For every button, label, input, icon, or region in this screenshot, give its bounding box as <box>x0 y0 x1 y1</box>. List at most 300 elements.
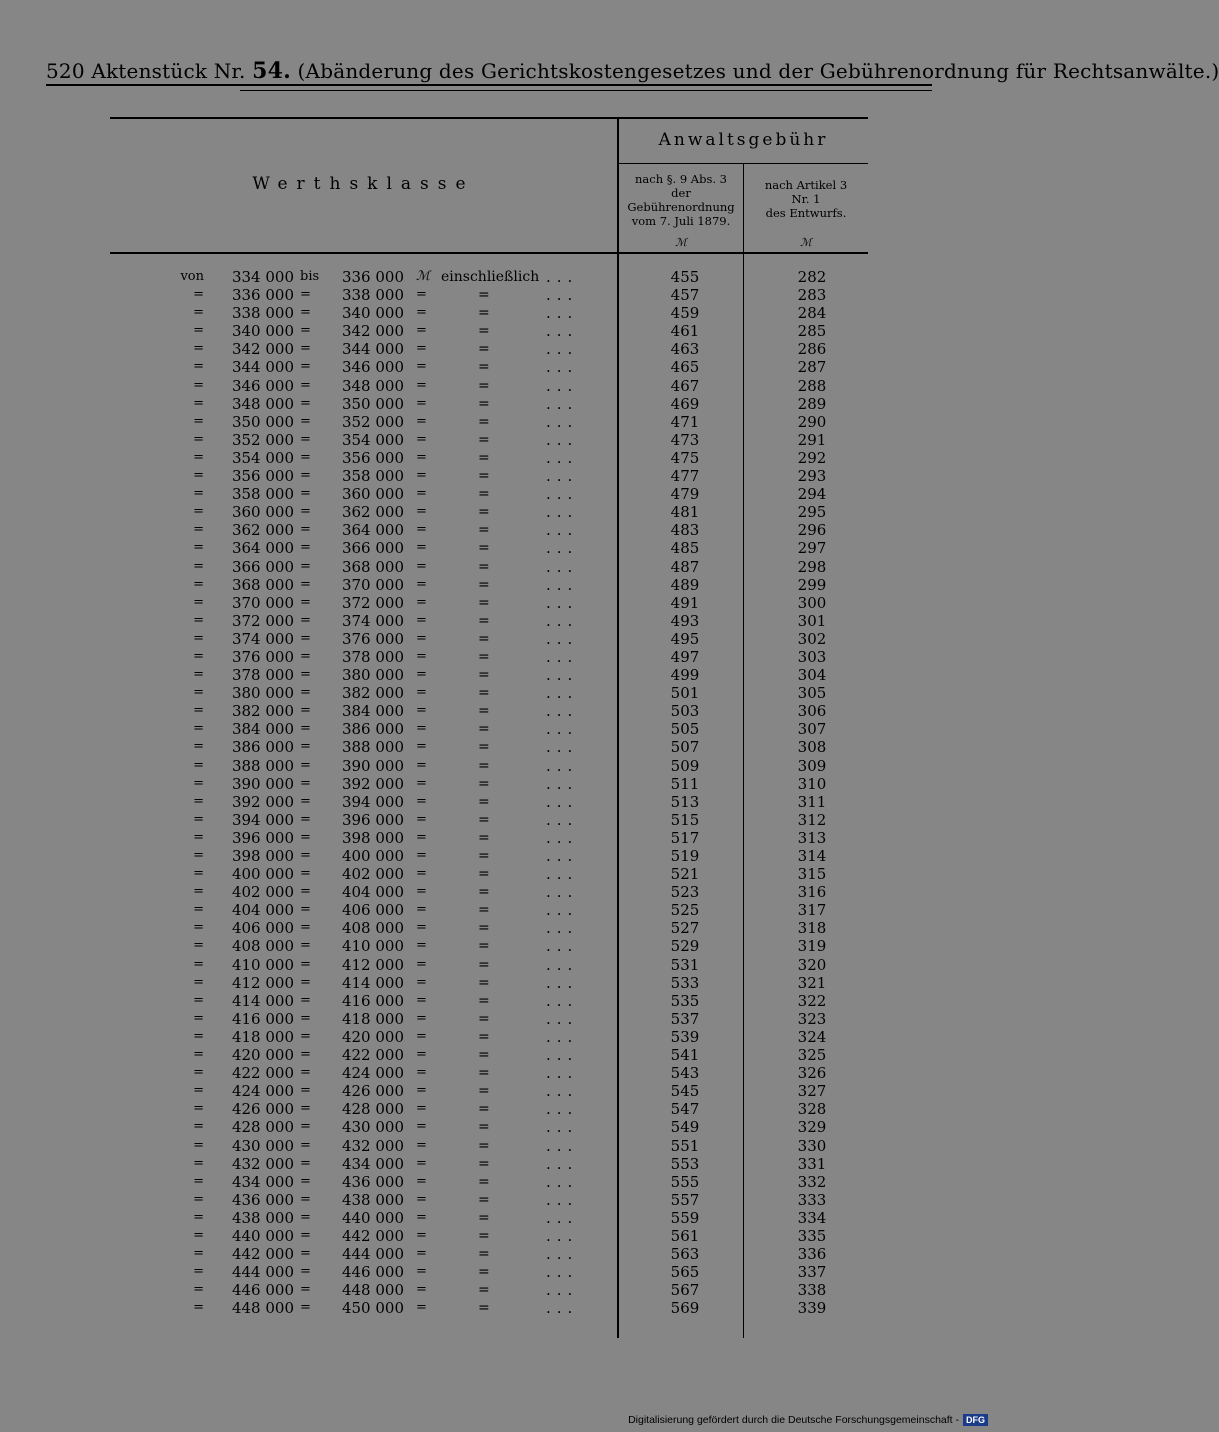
value-to: 450 000 <box>341 1299 404 1318</box>
value-to: 406 000 <box>341 901 404 920</box>
row-einschliesslich: = <box>478 829 490 846</box>
row-einschliesslich: = <box>478 1173 490 1190</box>
table-row <box>0 576 1000 594</box>
table-row <box>0 793 1000 811</box>
row-leader-dots: ... <box>546 1226 579 1245</box>
fee-current: 533 <box>670 973 700 992</box>
fee-current: 479 <box>670 485 700 504</box>
table-row <box>0 1209 1000 1227</box>
row-mark: = <box>416 522 427 538</box>
row-mark: = <box>416 359 427 375</box>
row-leader-dots: ... <box>546 1281 579 1300</box>
value-to: 404 000 <box>341 883 404 902</box>
fee-draft: 320 <box>797 955 827 974</box>
table-row <box>0 1137 1000 1155</box>
row-bis: = <box>300 594 311 610</box>
row-leader-dots: ... <box>546 666 579 685</box>
table-row <box>0 630 1000 648</box>
doc-number: 54. <box>252 58 291 84</box>
row-bis: = <box>300 1137 311 1153</box>
table-row <box>0 702 1000 720</box>
column-b-heading-line: des Entwurfs. <box>765 206 847 220</box>
fee-draft: 298 <box>797 557 827 576</box>
fee-current: 561 <box>670 1226 700 1245</box>
table-row <box>0 594 1000 612</box>
fee-current: 511 <box>670 774 700 793</box>
row-prefix: = <box>193 648 204 664</box>
row-mark: = <box>416 974 427 990</box>
fee-draft: 332 <box>797 1172 827 1191</box>
row-bis: = <box>300 449 311 465</box>
fee-draft: 334 <box>797 1208 827 1227</box>
row-bis: = <box>300 1191 311 1207</box>
row-leader-dots: ... <box>546 611 579 630</box>
fee-current: 455 <box>670 268 700 286</box>
row-mark: = <box>416 594 427 610</box>
fee-draft: 316 <box>797 883 827 902</box>
row-mark: = <box>416 612 427 628</box>
table-row <box>0 956 1000 974</box>
table-row <box>0 1245 1000 1263</box>
fee-draft: 318 <box>797 919 827 938</box>
fee-current: 477 <box>670 467 700 486</box>
fee-draft: 299 <box>797 575 827 594</box>
table-row <box>0 539 1000 557</box>
fee-draft: 311 <box>797 792 827 811</box>
fee-draft: 304 <box>797 666 827 685</box>
value-from: 448 000 <box>231 1299 294 1318</box>
fee-current: 485 <box>670 539 700 558</box>
row-einschliesslich: = <box>478 703 490 720</box>
fee-draft: 287 <box>797 358 827 377</box>
fee-current: 489 <box>670 575 700 594</box>
value-from: 376 000 <box>231 647 294 666</box>
fee-current: 541 <box>670 1046 700 1065</box>
fee-current: 491 <box>670 593 700 612</box>
row-leader-dots: ... <box>546 847 579 865</box>
row-bis: = <box>300 1173 311 1189</box>
fee-draft: 300 <box>797 593 827 612</box>
value-from: 366 000 <box>231 557 294 576</box>
row-prefix: = <box>193 884 204 900</box>
value-to: 444 000 <box>341 1245 404 1264</box>
row-mark: = <box>416 323 427 339</box>
fee-draft: 327 <box>797 1082 827 1101</box>
fee-draft: 293 <box>797 467 827 486</box>
row-mark: = <box>416 811 427 827</box>
row-bis: = <box>300 1246 311 1262</box>
value-to: 368 000 <box>341 557 404 576</box>
row-prefix: = <box>193 757 204 773</box>
fee-draft: 302 <box>797 629 827 648</box>
value-to: 412 000 <box>341 955 404 974</box>
row-mark: = <box>416 1209 427 1225</box>
row-einschliesslich: = <box>478 341 490 358</box>
row-mark: = <box>416 1191 427 1207</box>
row-mark: = <box>416 667 427 683</box>
table-row <box>0 1227 1000 1245</box>
fee-draft: 317 <box>797 901 827 920</box>
row-leader-dots: ... <box>546 1100 579 1119</box>
value-to: 380 000 <box>341 666 404 685</box>
table-row <box>0 286 1000 304</box>
table-row <box>0 1155 1000 1173</box>
value-to: 366 000 <box>341 539 404 558</box>
row-einschliesslich: = <box>478 992 490 1009</box>
fee-current: 461 <box>670 322 700 341</box>
fee-current: 525 <box>670 901 700 920</box>
fee-current: 483 <box>670 521 700 540</box>
fee-current: 505 <box>670 720 700 739</box>
dfg-logo: DFG <box>963 1414 988 1426</box>
row-mark: ℳ <box>416 269 430 284</box>
fee-draft: 297 <box>797 539 827 558</box>
row-mark: = <box>416 1155 427 1171</box>
table-row <box>0 1082 1000 1100</box>
row-prefix: = <box>193 721 204 737</box>
value-from: 432 000 <box>231 1154 294 1173</box>
value-to: 354 000 <box>341 430 404 449</box>
value-to: 378 000 <box>341 647 404 666</box>
row-einschliesslich: = <box>478 630 490 647</box>
fee-draft: 286 <box>797 340 827 359</box>
row-prefix: = <box>193 667 204 683</box>
row-prefix: = <box>193 992 204 1008</box>
fee-draft: 290 <box>797 412 827 431</box>
row-prefix: = <box>193 1209 204 1225</box>
row-prefix: = <box>193 1173 204 1189</box>
value-from: 358 000 <box>231 485 294 504</box>
row-einschliesslich: einschließlich <box>441 269 540 285</box>
row-einschliesslich: = <box>478 685 490 702</box>
row-einschliesslich: = <box>478 522 490 539</box>
table-row <box>0 901 1000 919</box>
row-bis: = <box>300 1065 311 1081</box>
value-from: 404 000 <box>231 901 294 920</box>
row-mark: = <box>416 829 427 845</box>
fee-draft: 312 <box>797 810 827 829</box>
fee-current: 471 <box>670 412 700 431</box>
value-from: 420 000 <box>231 1046 294 1065</box>
fee-current: 553 <box>670 1154 700 1173</box>
row-bis: = <box>300 685 311 701</box>
row-mark: = <box>416 938 427 954</box>
row-mark: = <box>416 1065 427 1081</box>
row-einschliesslich: = <box>478 1047 490 1064</box>
value-from: 412 000 <box>231 973 294 992</box>
row-bis: = <box>300 612 311 628</box>
value-from: 444 000 <box>231 1263 294 1282</box>
table-row <box>0 1100 1000 1118</box>
row-prefix: = <box>193 395 204 411</box>
row-mark: = <box>416 739 427 755</box>
row-mark: = <box>416 395 427 411</box>
fee-current: 503 <box>670 702 700 721</box>
row-mark: = <box>416 1010 427 1026</box>
row-prefix: = <box>193 1300 204 1316</box>
row-leader-dots: ... <box>546 394 579 413</box>
row-leader-dots: ... <box>546 358 579 377</box>
fee-draft: 336 <box>797 1245 827 1264</box>
value-to: 376 000 <box>341 629 404 648</box>
row-leader-dots: ... <box>546 268 579 286</box>
fee-draft: 328 <box>797 1100 827 1119</box>
row-leader-dots: ... <box>546 340 579 359</box>
row-leader-dots: ... <box>546 883 579 902</box>
row-leader-dots: ... <box>546 1136 579 1155</box>
row-einschliesslich: = <box>478 757 490 774</box>
value-to: 372 000 <box>341 593 404 612</box>
row-mark: = <box>416 1137 427 1153</box>
value-from: 424 000 <box>231 1082 294 1101</box>
row-einschliesslich: = <box>478 866 490 883</box>
row-mark: = <box>416 884 427 900</box>
row-leader-dots: ... <box>546 792 579 811</box>
row-einschliesslich: = <box>478 449 490 466</box>
row-einschliesslich: = <box>478 848 490 864</box>
row-bis: = <box>300 1227 311 1243</box>
value-to: 358 000 <box>341 467 404 486</box>
value-from: 394 000 <box>231 810 294 829</box>
row-bis: = <box>300 920 311 936</box>
table-row <box>0 413 1000 431</box>
row-einschliesslich: = <box>478 884 490 901</box>
value-from: 430 000 <box>231 1136 294 1155</box>
value-to: 434 000 <box>341 1154 404 1173</box>
fee-current: 527 <box>670 919 700 938</box>
value-to: 370 000 <box>341 575 404 594</box>
fee-current: 567 <box>670 1281 700 1300</box>
header-rule-thin <box>240 90 932 91</box>
row-bis: = <box>300 341 311 357</box>
fee-draft: 310 <box>797 774 827 793</box>
row-bis: = <box>300 377 311 393</box>
row-prefix: = <box>193 504 204 520</box>
fee-current: 515 <box>670 810 700 829</box>
row-leader-dots: ... <box>546 503 579 522</box>
value-from: 374 000 <box>231 629 294 648</box>
table-row <box>0 648 1000 666</box>
fee-draft: 329 <box>797 1118 827 1137</box>
row-prefix: = <box>193 1028 204 1044</box>
row-bis: = <box>300 1101 311 1117</box>
row-bis: = <box>300 1047 311 1063</box>
row-prefix: = <box>193 413 204 429</box>
value-to: 348 000 <box>341 376 404 395</box>
fee-current: 565 <box>670 1263 700 1282</box>
row-einschliesslich: = <box>478 1028 490 1045</box>
row-prefix: = <box>193 594 204 610</box>
fee-current: 467 <box>670 376 700 395</box>
fee-current: 555 <box>670 1172 700 1191</box>
value-to: 336 000 <box>341 268 404 286</box>
value-from: 350 000 <box>231 412 294 431</box>
row-einschliesslich: = <box>478 1083 490 1100</box>
row-prefix: = <box>193 1119 204 1135</box>
row-leader-dots: ... <box>546 376 579 395</box>
row-leader-dots: ... <box>546 647 579 666</box>
row-bis: = <box>300 630 311 646</box>
fee-current: 463 <box>670 340 700 359</box>
row-einschliesslich: = <box>478 974 490 991</box>
value-to: 408 000 <box>341 919 404 938</box>
row-bis: = <box>300 866 311 882</box>
fee-draft: 282 <box>797 268 827 286</box>
fee-current: 465 <box>670 358 700 377</box>
fee-draft: 325 <box>797 1046 827 1065</box>
value-to: 362 000 <box>341 503 404 522</box>
subheader-rule <box>619 163 868 164</box>
row-einschliesslich: = <box>478 1209 490 1226</box>
row-prefix: = <box>193 341 204 357</box>
table-row <box>0 521 1000 539</box>
table-row <box>0 684 1000 702</box>
row-mark: = <box>416 775 427 791</box>
table-row <box>0 322 1000 340</box>
row-mark: = <box>416 504 427 520</box>
row-leader-dots: ... <box>546 865 579 884</box>
row-leader-dots: ... <box>546 1299 579 1318</box>
footer-text: Digitalisierung gefördert durch die Deutsche Forschungsgemeinschaft - <box>628 1414 959 1426</box>
fee-current: 473 <box>670 430 700 449</box>
row-mark: = <box>416 287 427 303</box>
row-prefix: = <box>193 558 204 574</box>
value-from: 340 000 <box>231 322 294 341</box>
row-mark: = <box>416 486 427 502</box>
row-leader-dots: ... <box>546 1118 579 1137</box>
row-leader-dots: ... <box>546 304 579 323</box>
row-mark: = <box>416 431 427 447</box>
fee-current: 557 <box>670 1190 700 1209</box>
value-to: 422 000 <box>341 1046 404 1065</box>
value-to: 400 000 <box>341 847 404 865</box>
table-row <box>0 1299 1000 1317</box>
row-bis: = <box>300 413 311 429</box>
row-mark: = <box>416 1119 427 1135</box>
row-leader-dots: ... <box>546 1245 579 1264</box>
value-to: 418 000 <box>341 1009 404 1028</box>
row-einschliesslich: = <box>478 648 490 665</box>
fee-draft: 313 <box>797 828 827 847</box>
row-prefix: = <box>193 1191 204 1207</box>
fee-current: 481 <box>670 503 700 522</box>
value-to: 342 000 <box>341 322 404 341</box>
table-row <box>0 919 1000 937</box>
fee-draft: 308 <box>797 738 827 757</box>
table-row <box>0 666 1000 684</box>
fee-current: 519 <box>670 847 700 865</box>
row-mark: = <box>416 1083 427 1099</box>
row-prefix: = <box>193 323 204 339</box>
value-to: 432 000 <box>341 1136 404 1155</box>
value-to: 428 000 <box>341 1100 404 1119</box>
row-leader-dots: ... <box>546 684 579 703</box>
fee-draft: 333 <box>797 1190 827 1209</box>
row-einschliesslich: = <box>478 1246 490 1263</box>
row-prefix: = <box>193 1010 204 1026</box>
row-bis: = <box>300 323 311 339</box>
value-to: 448 000 <box>341 1281 404 1300</box>
row-prefix: = <box>193 1137 204 1153</box>
row-prefix: = <box>193 1227 204 1243</box>
row-prefix: = <box>193 1047 204 1063</box>
value-to: 382 000 <box>341 684 404 703</box>
value-to: 394 000 <box>341 792 404 811</box>
value-from: 342 000 <box>231 340 294 359</box>
table-row <box>0 1173 1000 1191</box>
value-from: 438 000 <box>231 1208 294 1227</box>
row-bis: = <box>300 359 311 375</box>
row-einschliesslich: = <box>478 1300 490 1317</box>
table-row <box>0 1064 1000 1082</box>
row-mark: = <box>416 956 427 972</box>
row-leader-dots: ... <box>546 1190 579 1209</box>
fee-draft: 319 <box>797 937 827 956</box>
value-from: 352 000 <box>231 430 294 449</box>
fee-draft: 323 <box>797 1009 827 1028</box>
row-prefix: = <box>193 775 204 791</box>
table-row <box>0 937 1000 955</box>
column-b-unit: ℳ <box>800 236 812 249</box>
value-from: 336 000 <box>231 286 294 305</box>
value-to: 442 000 <box>341 1226 404 1245</box>
row-leader-dots: ... <box>546 1082 579 1101</box>
fee-current: 551 <box>670 1136 700 1155</box>
row-mark: = <box>416 1047 427 1063</box>
row-leader-dots: ... <box>546 539 579 558</box>
fee-current: 475 <box>670 448 700 467</box>
fee-table-body <box>0 268 1000 1317</box>
row-einschliesslich: = <box>478 1101 490 1118</box>
row-bis: = <box>300 884 311 900</box>
fee-current: 507 <box>670 738 700 757</box>
table-row <box>0 829 1000 847</box>
table-row <box>0 358 1000 376</box>
value-from: 396 000 <box>231 828 294 847</box>
row-mark: = <box>416 1101 427 1117</box>
row-prefix: = <box>193 1282 204 1298</box>
value-from: 378 000 <box>231 666 294 685</box>
row-mark: = <box>416 468 427 484</box>
table-row <box>0 992 1000 1010</box>
row-einschliesslich: = <box>478 594 490 611</box>
row-leader-dots: ... <box>546 593 579 612</box>
value-from: 370 000 <box>231 593 294 612</box>
fee-current: 497 <box>670 647 700 666</box>
werthsklasse-heading: Werthsklasse <box>252 174 475 194</box>
value-to: 374 000 <box>341 611 404 630</box>
row-leader-dots: ... <box>546 412 579 431</box>
row-bis: = <box>300 739 311 755</box>
fee-draft: 301 <box>797 611 827 630</box>
column-a-heading-line: der <box>671 186 691 200</box>
row-bis: = <box>300 829 311 845</box>
row-prefix: = <box>193 685 204 701</box>
value-to: 426 000 <box>341 1082 404 1101</box>
row-einschliesslich: = <box>478 305 490 322</box>
row-bis: = <box>300 1083 311 1099</box>
value-from: 422 000 <box>231 1064 294 1083</box>
row-prefix: = <box>193 431 204 447</box>
row-bis: = <box>300 1209 311 1225</box>
value-to: 438 000 <box>341 1190 404 1209</box>
fee-draft: 321 <box>797 973 827 992</box>
value-from: 362 000 <box>231 521 294 540</box>
row-prefix: = <box>193 938 204 954</box>
table-row <box>0 775 1000 793</box>
value-from: 354 000 <box>231 448 294 467</box>
value-to: 402 000 <box>341 865 404 884</box>
